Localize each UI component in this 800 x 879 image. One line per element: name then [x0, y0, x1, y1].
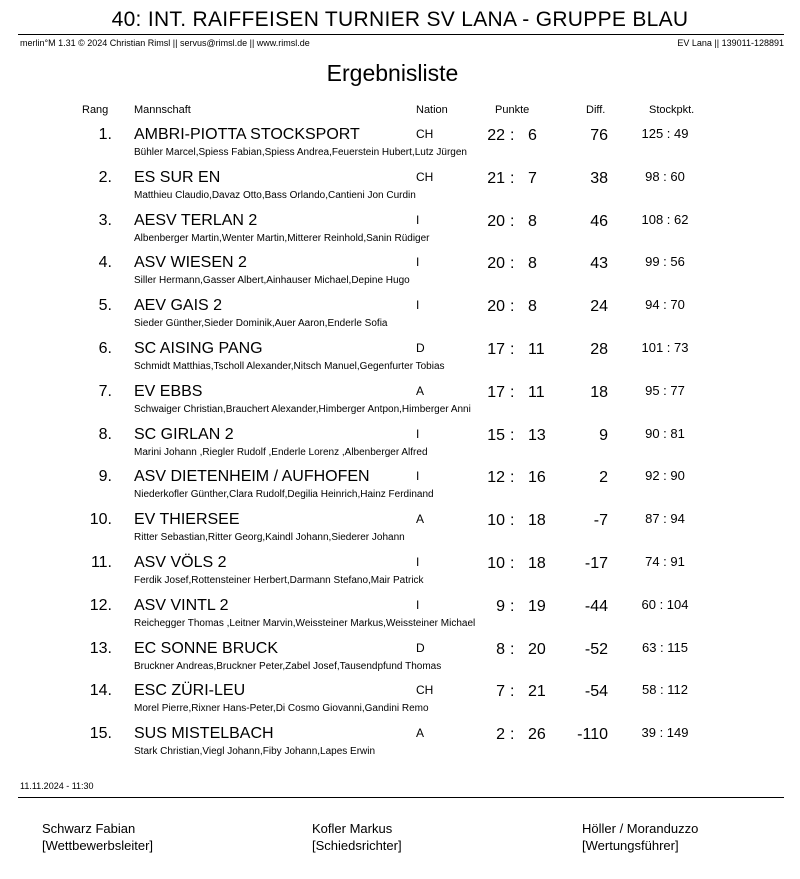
points-for: 9: [496, 597, 505, 615]
team-nation: CH: [416, 169, 434, 184]
points-separator: :: [510, 341, 515, 358]
table-row: [0, 379, 800, 422]
stock-points: 99 : 56: [645, 254, 685, 270]
table-row: [0, 422, 800, 465]
points-for: 21: [487, 169, 505, 187]
points-against: 8: [528, 298, 537, 316]
header-divider: [18, 34, 784, 35]
software-credit: merlin°M 1.31 © 2024 Christian Rimsl || servus@rimsl.de || www.rimsl.de: [20, 38, 310, 48]
team-name: SC AISING PANG: [134, 340, 263, 357]
column-header-nation: Nation: [416, 104, 448, 116]
team-nation: D: [416, 640, 425, 655]
team-players: Ritter Sebastian,Ritter Georg,Kaindl Johann,Siederer Johann: [134, 532, 405, 544]
team-name: ASV VINTL 2: [134, 596, 229, 614]
point-difference: -110: [577, 726, 608, 744]
table-row: [0, 721, 800, 764]
row-rank: 5.: [98, 297, 112, 315]
team-players: Niederkofler Günther,Clara Rudolf,Degilia Heinrich,Hainz Ferdinand: [134, 489, 434, 501]
signature-competition-leader: [42, 820, 153, 854]
stock-points: 92 : 90: [645, 468, 685, 484]
points-separator: :: [510, 255, 515, 273]
club-reference: EV Lana || 139011-128891: [677, 38, 784, 48]
points-against: 21: [528, 683, 546, 701]
team-name: AESV TERLAN 2: [134, 211, 258, 229]
points-against: 8: [528, 255, 537, 273]
team-players: Ferdik Josef,Rottensteiner Herbert,Darmann Stefano,Mair Patrick: [134, 575, 424, 586]
table-row: [0, 636, 800, 679]
team-players: Albenberger Martin,Wenter Martin,Mitterer Reinhold,Sanin Rüdiger: [134, 232, 430, 244]
team-name: EC SONNE BRUCK: [134, 639, 279, 657]
point-difference: 43: [590, 255, 608, 273]
row-rank: 7.: [98, 382, 112, 400]
points-against: 18: [528, 512, 546, 530]
point-difference: 28: [590, 341, 608, 358]
team-nation: D: [416, 341, 425, 355]
points-separator: :: [510, 683, 515, 701]
column-header-team: Mannschaft: [134, 104, 191, 116]
row-rank: 2.: [98, 168, 112, 186]
table-row: [0, 336, 800, 379]
points-separator: :: [510, 169, 515, 187]
points-against: 18: [528, 555, 546, 572]
points-for: 15: [487, 426, 505, 444]
table-row: [0, 250, 800, 293]
column-header-diff: Diff.: [586, 104, 606, 116]
points-separator: :: [510, 212, 515, 230]
team-nation: I: [416, 255, 420, 270]
stock-points: 39 : 149: [641, 725, 689, 741]
points-for: 17: [487, 383, 505, 401]
points-separator: :: [510, 127, 515, 144]
row-rank: 13.: [89, 639, 112, 657]
team-nation: A: [416, 726, 425, 741]
stock-points: 94 : 70: [645, 297, 685, 313]
team-players: Bruckner Andreas,Bruckner Peter,Zabel Josef,Tausendpfund Thomas: [134, 660, 442, 672]
stock-points: 125 : 49: [641, 126, 689, 141]
signature-role: [Schiedsrichter]: [312, 838, 402, 853]
team-name: ASV VÖLS 2: [134, 554, 227, 571]
team-nation: I: [416, 597, 420, 612]
signature-name: Kofler Markus: [312, 821, 393, 836]
points-against: 20: [528, 640, 546, 658]
team-nation: I: [416, 426, 420, 441]
row-rank: 14.: [89, 682, 112, 700]
points-for: 22: [487, 127, 505, 144]
points-separator: :: [510, 298, 515, 316]
stock-points: 74 : 91: [645, 554, 685, 569]
points-separator: :: [510, 469, 515, 487]
team-nation: CH: [416, 683, 434, 698]
point-difference: -54: [584, 683, 608, 701]
row-rank: 15.: [89, 725, 112, 743]
points-for: 8: [496, 640, 505, 658]
point-difference: 46: [590, 212, 608, 230]
page-heading: Ergebnisliste: [326, 60, 459, 86]
table-row: [0, 293, 800, 336]
points-against: 8: [528, 212, 537, 230]
stock-points: 87 : 94: [645, 511, 685, 527]
signature-role: [Wertungsführer]: [582, 838, 679, 853]
points-separator: :: [510, 726, 515, 744]
stock-points: 58 : 112: [641, 682, 689, 698]
team-name: AMBRI-PIOTTA STOCKSPORT: [134, 126, 360, 143]
table-row: [0, 464, 800, 507]
row-rank: 9.: [98, 468, 112, 486]
column-header-stock: Stockpkt.: [649, 104, 695, 116]
team-players: Siller Hermann,Gasser Albert,Ainhauser Michael,Depine Hugo: [134, 275, 410, 287]
point-difference: 24: [590, 298, 608, 316]
team-name: AEV GAIS 2: [134, 297, 223, 315]
column-header-rank: Rang: [82, 104, 109, 116]
points-against: 26: [528, 726, 546, 744]
row-rank: 4.: [98, 254, 112, 272]
stock-points: 95 : 77: [645, 382, 685, 398]
stock-points: 63 : 115: [641, 639, 689, 655]
team-name: SC GIRLAN 2: [134, 425, 234, 443]
point-difference: -52: [584, 640, 608, 658]
points-for: 7: [496, 683, 505, 701]
signature-name: Höller / Moranduzzo: [582, 821, 699, 836]
points-for: 10: [487, 555, 505, 572]
points-separator: :: [510, 426, 515, 444]
signature-role: [Wettbewerbsleiter]: [42, 838, 154, 853]
team-players: Bühler Marcel,Spiess Fabian,Spiess Andrea,Feuerstein Hubert,Lutz Jürgen: [134, 147, 467, 158]
points-separator: :: [510, 383, 515, 401]
team-players: Matthieu Claudio,Davaz Otto,Bass Orlando,Cantieni Jon Curdin: [134, 189, 416, 201]
team-name: EV THIERSEE: [134, 511, 240, 529]
row-rank: 3.: [98, 211, 112, 229]
points-against: 7: [528, 169, 537, 187]
team-players: Schwaiger Christian,Brauchert Alexander,Himberger Antpon,Himberger Anni: [134, 403, 471, 415]
team-name: ES SUR EN: [134, 168, 221, 186]
points-separator: :: [510, 640, 515, 658]
table-row: [0, 678, 800, 721]
team-name: ESC ZÜRI-LEU: [134, 682, 246, 700]
points-against: 13: [528, 426, 546, 444]
table-row: [0, 593, 800, 636]
point-difference: 38: [590, 169, 608, 187]
team-nation: I: [416, 469, 420, 484]
team-players: Sieder Günther,Sieder Dominik,Auer Aaron,Enderle Sofia: [134, 318, 388, 330]
points-separator: :: [510, 597, 515, 615]
team-name: ASV WIESEN 2: [134, 254, 247, 272]
table-row: [0, 507, 800, 550]
points-for: 20: [487, 212, 505, 230]
team-players: Morel Pierre,Rixner Hans-Peter,Di Cosmo Giovanni,Gandini Remo: [134, 703, 429, 715]
point-difference: -44: [584, 597, 608, 615]
table-row: [0, 122, 800, 165]
team-nation: I: [416, 555, 420, 569]
print-datetime: 11.11.2024 - 11:30: [20, 781, 94, 791]
team-name: SUS MISTELBACH: [134, 725, 274, 743]
team-name: EV EBBS: [134, 382, 203, 400]
points-against: 19: [528, 597, 546, 615]
table-row: [0, 550, 800, 593]
points-for: 17: [487, 341, 505, 358]
point-difference: -17: [584, 555, 608, 572]
footer-divider: [18, 797, 784, 798]
points-separator: :: [510, 555, 515, 572]
team-players: Marini Johann ,Riegler Rudolf ,Enderle Lorenz ,Albenberger Alfred: [134, 446, 428, 458]
team-nation: I: [416, 298, 420, 313]
row-rank: 12.: [89, 596, 112, 614]
point-difference: -7: [593, 512, 608, 530]
team-players: Stark Christian,Viegl Johann,Fiby Johann,Lapes Erwin: [134, 746, 376, 758]
document-title: 40: INT. RAIFFEISEN TURNIER SV LANA - GRUPPE BLAU: [111, 8, 689, 31]
signature-scorekeeper: [582, 820, 698, 854]
signature-referee: [312, 820, 402, 854]
table-row: [0, 208, 800, 251]
points-separator: :: [510, 512, 515, 530]
stock-points: 98 : 60: [645, 168, 685, 184]
point-difference: 2: [599, 469, 608, 487]
column-header-points: Punkte: [495, 104, 530, 116]
points-for: 2: [496, 726, 505, 744]
stock-points: 60 : 104: [641, 596, 689, 612]
team-players: Schmidt Matthias,Tscholl Alexander,Nitsch Manuel,Gegenfurter Tobias: [134, 361, 445, 372]
team-nation: A: [416, 512, 425, 527]
team-name: ASV DIETENHEIM / AUFHOFEN: [134, 468, 370, 486]
row-rank: 11.: [90, 554, 112, 571]
points-for: 10: [487, 512, 505, 530]
team-nation: A: [416, 383, 425, 398]
row-rank: 1.: [98, 126, 112, 143]
row-rank: 6.: [98, 340, 112, 357]
points-against: 11: [528, 383, 545, 401]
team-players: Reichegger Thomas ,Leitner Marvin,Weissteiner Markus,Weissteiner Michael: [134, 617, 476, 629]
points-for: 12: [487, 469, 505, 487]
point-difference: 18: [590, 383, 608, 401]
team-nation: I: [416, 212, 420, 227]
signature-name: Schwarz Fabian: [42, 821, 136, 836]
points-against: 16: [528, 469, 546, 487]
stock-points: 108 : 62: [641, 211, 689, 227]
stock-points: 90 : 81: [645, 425, 685, 441]
points-for: 20: [487, 255, 505, 273]
table-row: [0, 165, 800, 208]
point-difference: 76: [590, 127, 608, 144]
stock-points: 101 : 73: [641, 340, 689, 355]
points-for: 20: [487, 298, 505, 316]
points-against: 11: [528, 341, 545, 358]
team-nation: CH: [416, 127, 434, 141]
point-difference: 9: [599, 426, 608, 444]
points-against: 6: [528, 127, 537, 144]
row-rank: 10.: [89, 511, 112, 529]
row-rank: 8.: [98, 425, 112, 443]
